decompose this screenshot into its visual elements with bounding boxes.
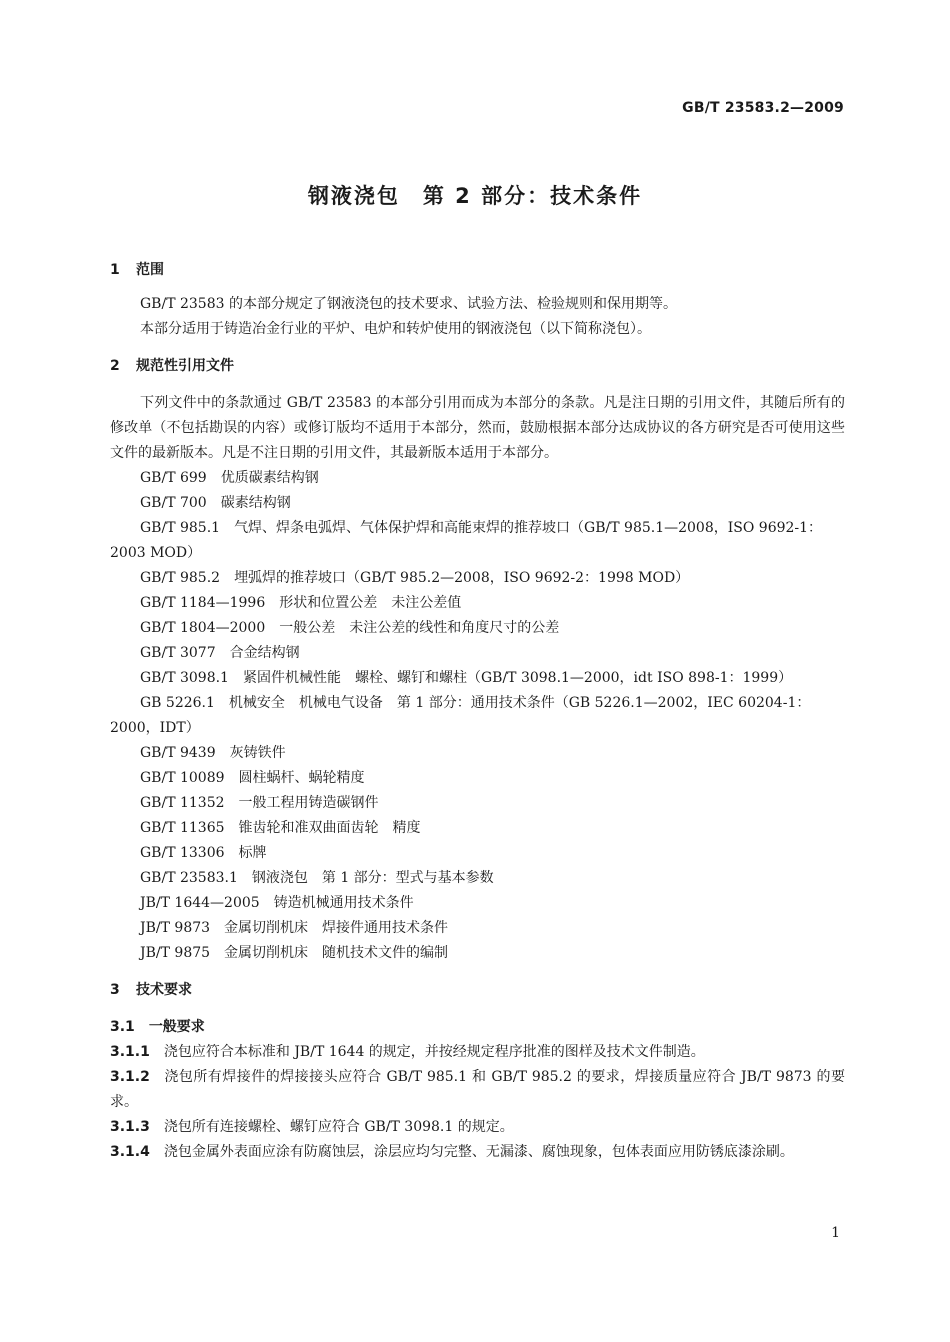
list-item: GB/T 11352 一般工程用铸造碳钢件 xyxy=(140,795,379,811)
paragraph: 下列文件中的条款通过 GB/T 23583 的本部分引用而成为本部分的条款。凡是注日期的引用文件，其随后所有的修改单（不包括勘误的内容）或修订版均不适用于本部分，然而，鼓励根据本部分达成协议的各方研究是否可使用这些文件的最新版本。凡是不注日期的引用文件，其最新版本适用于本部分。 xyxy=(110,395,845,461)
list-item: GB/T 10089 圆柱蜗杆、蜗轮精度 xyxy=(140,770,365,786)
list-item: GB/T 1804—2000 一般公差 未注公差的线性和角度尺寸的公差 xyxy=(140,620,560,636)
list-item: GB/T 3098.1 紧固件机械性能 螺栓、螺钉和螺柱（GB/T 3098.1—2000，idt ISO 898-1：1999） xyxy=(140,670,793,686)
list-item: GB/T 11365 锥齿轮和准双曲面齿轮 精度 xyxy=(140,820,421,836)
section-title: 规范性引用文件 xyxy=(136,358,234,374)
document-title: 钢液浇包 第 2 部分：技术条件 xyxy=(307,184,643,208)
section-title: 范围 xyxy=(136,262,164,278)
subsection-heading: 3.1 一般要求 xyxy=(110,1019,205,1035)
clause: 3.1.1 浇包应符合本标准和 JB/T 1644 的规定，并按经规定程序批准的图样及技术文件制造。 xyxy=(110,1044,705,1060)
list-item: GB/T 3077 合金结构钢 xyxy=(140,645,300,661)
section-2-heading xyxy=(110,354,845,379)
list-item: GB/T 1184—1996 形状和位置公差 未注公差值 xyxy=(140,595,462,611)
standard-code: GB/T 23583.2—2009 xyxy=(682,100,844,116)
clause: 3.1.2 浇包所有焊接件的焊接接头应符合 GB/T 985.1 和 GB/T 985.2 的要求，焊接质量应符合 JB/T 9873 的要求。 xyxy=(110,1069,845,1110)
document-body xyxy=(110,258,845,1165)
section-number: 3 xyxy=(110,982,120,998)
list-item: JB/T 9873 金属切削机床 焊接件通用技术条件 xyxy=(140,920,449,936)
list-item: GB/T 699 优质碳素结构钢 xyxy=(140,470,319,486)
list-item: GB/T 13306 标牌 xyxy=(140,845,267,861)
list-item: JB/T 1644—2005 铸造机械通用技术条件 xyxy=(140,895,414,911)
section-number: 1 xyxy=(110,262,120,278)
list-item: GB/T 985.1 气焊、焊条电弧焊、气体保护焊和高能束焊的推荐坡口（GB/T 985.1—2008，ISO 9692-1：2003 MOD） xyxy=(110,520,823,561)
section-number: 2 xyxy=(110,358,120,374)
list-item: GB/T 9439 灰铸铁件 xyxy=(140,745,286,761)
list-item: JB/T 9875 金属切削机床 随机技术文件的编制 xyxy=(140,945,449,961)
list-item: GB 5226.1 机械安全 机械电气设备 第 1 部分：通用技术条件（GB 5226.1—2002，IEC 60204-1：2000，IDT） xyxy=(110,695,811,736)
reference-list xyxy=(110,466,845,966)
section-1-heading xyxy=(110,258,845,283)
list-item: GB/T 985.2 埋弧焊的推荐坡口（GB/T 985.2—2008，ISO 9692-2：1998 MOD） xyxy=(140,570,690,586)
paragraph: 本部分适用于铸造冶金行业的平炉、电炉和转炉使用的钢液浇包（以下简称浇包）。 xyxy=(140,321,651,337)
list-item: GB/T 23583.1 钢液浇包 第 1 部分：型式与基本参数 xyxy=(140,870,494,886)
list-item: GB/T 700 碳素结构钢 xyxy=(140,495,291,511)
section-title: 技术要求 xyxy=(136,982,192,998)
section-3-heading xyxy=(110,978,845,1003)
page-number: 1 xyxy=(831,1225,840,1241)
paragraph: GB/T 23583 的本部分规定了钢液浇包的技术要求、试验方法、检验规则和保用期等。 xyxy=(140,296,677,312)
clause: 3.1.3 浇包所有连接螺栓、螺钉应符合 GB/T 3098.1 的规定。 xyxy=(110,1119,514,1135)
clause: 3.1.4 浇包金属外表面应涂有防腐蚀层，涂层应均匀完整、无漏漆、腐蚀现象，包体表面应用防锈底漆涂刷。 xyxy=(110,1144,794,1160)
